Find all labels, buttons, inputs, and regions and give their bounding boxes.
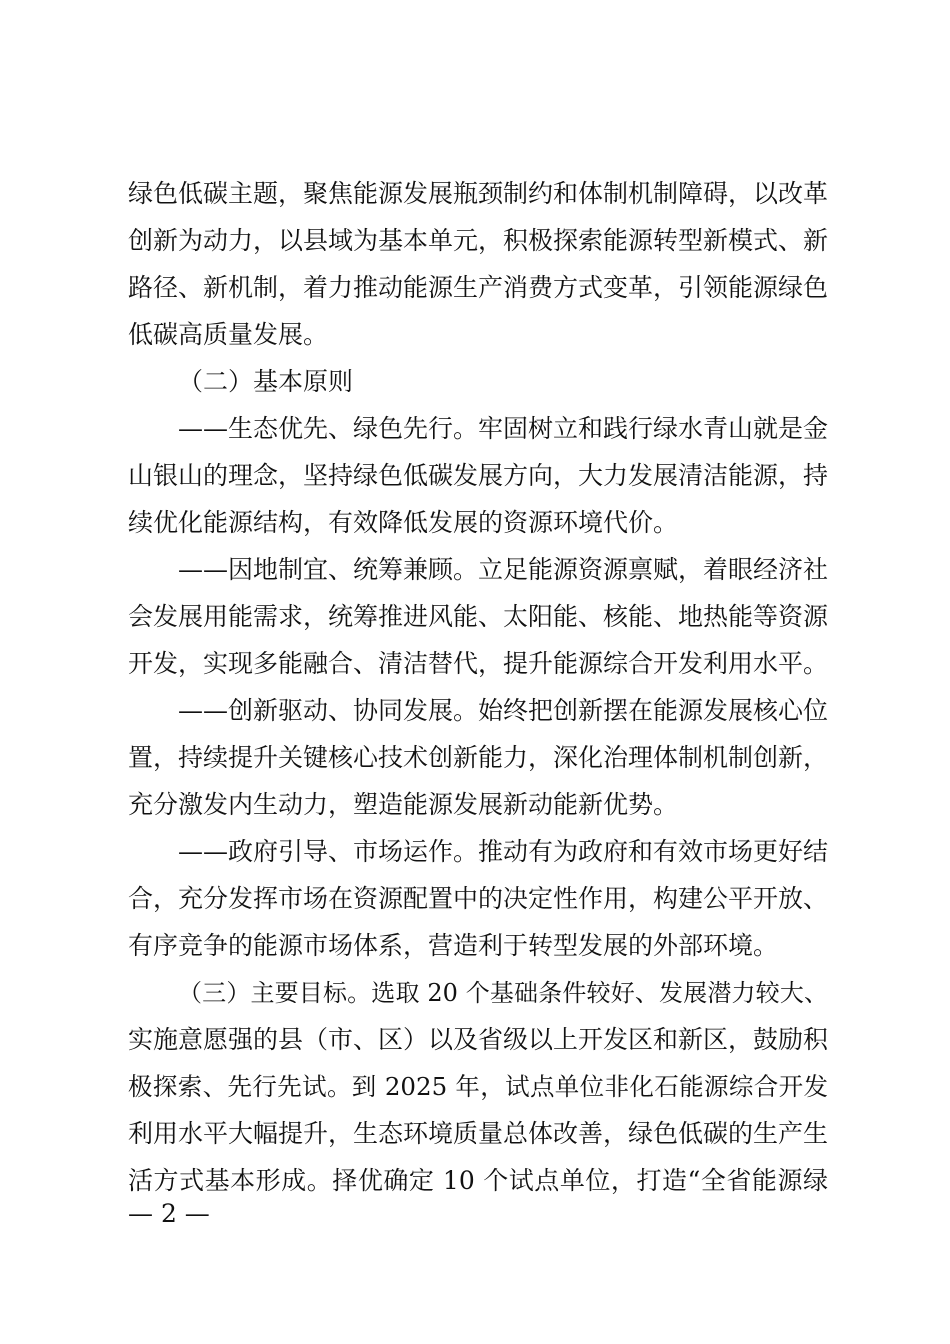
section-heading-basic-principles: （二）基本原则 [178, 367, 354, 396]
principle-2-line-1: ——因地制宜、统筹兼顾。立足能源资源禀赋，着眼经济社 [178, 555, 828, 584]
principle-4-line-2: 合，充分发挥市场在资源配置中的决定性作用，构建公平开放、 [128, 884, 828, 913]
paragraph-1-line-4: 低碳高质量发展。 [128, 320, 329, 349]
principle-1-line-3: 续优化能源结构，有效降低发展的资源环境代价。 [128, 508, 679, 537]
principle-3-line-1: ——创新驱动、协同发展。始终把创新摆在能源发展核心位 [178, 696, 828, 725]
goals-line-2: 实施意愿强的县（市、区）以及省级以上开发区和新区，鼓励积 [128, 1025, 828, 1054]
paragraph-1-line-3: 路径、新机制，着力推动能源生产消费方式变革，引领能源绿色 [128, 273, 828, 302]
principle-3-line-2: 置，持续提升关键核心技术创新能力，深化治理体制机制创新， [128, 743, 828, 772]
goals-line-5: 活方式基本形成。择优确定 10 个试点单位，打造“全省能源绿 [128, 1166, 828, 1195]
goals-line-3: 极探索、先行先试。到 2025 年，试点单位非化石能源综合开发 [128, 1072, 828, 1101]
principle-2-line-3: 开发，实现多能融合、清洁替代，提升能源综合开发利用水平。 [128, 649, 828, 678]
paragraph-1-line-2: 创新为动力，以县域为基本单元，积极探索能源转型新模式、新 [128, 226, 828, 255]
goals-line-4: 利用水平大幅提升，生态环境质量总体改善，绿色低碳的生产生 [128, 1119, 828, 1148]
principle-3-line-3: 充分激发内生动力，塑造能源发展新动能新优势。 [128, 790, 679, 819]
paragraph-1-line-1: 绿色低碳主题，聚焦能源发展瓶颈制约和体制机制障碍，以改革 [128, 179, 828, 208]
principle-4-line-3: 有序竞争的能源市场体系，营造利于转型发展的外部环境。 [128, 931, 779, 960]
principle-1-line-1: ——生态优先、绿色先行。牢固树立和践行绿水青山就是金 [178, 414, 828, 443]
goals-line-1: （三）主要目标。选取 20 个基础条件较好、发展潜力较大、 [178, 979, 828, 1007]
principle-4-line-1: ——政府引导、市场运作。推动有为政府和有效市场更好结 [178, 837, 828, 866]
principle-2-line-2: 会发展用能需求，统筹推进风能、太阳能、核能、地热能等资源 [128, 602, 828, 631]
page-number: — 2 — [128, 1199, 210, 1228]
principle-1-line-2: 山银山的理念，坚持绿色低碳发展方向，大力发展清洁能源，持 [128, 461, 828, 490]
